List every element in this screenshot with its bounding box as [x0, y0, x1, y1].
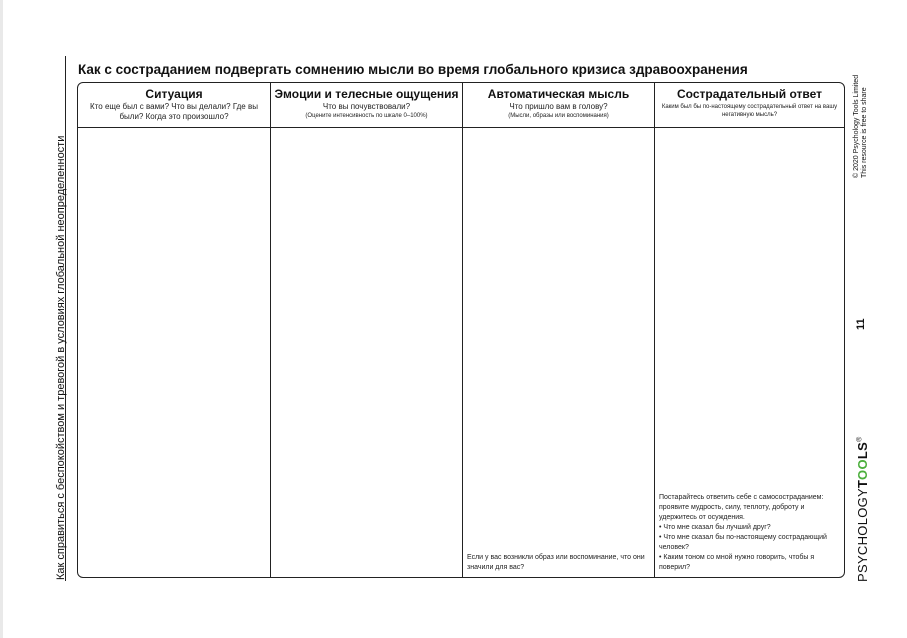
column-emotions: [270, 83, 462, 577]
copyright: [853, 75, 869, 178]
column-note: Каким был бы по-настоящему сострадательный ответ на вашу негативную мысль?: [661, 104, 838, 118]
column-title: Сострадательный ответ: [677, 87, 822, 101]
column-note: (Мысли, образы или воспоминания): [508, 113, 609, 119]
column-title: Ситуация: [145, 87, 203, 101]
brand-t: T: [855, 479, 870, 488]
brand-ls: LS: [855, 441, 870, 460]
column-situation: [78, 83, 270, 577]
brand-part1: PSYCHOLOGY: [855, 487, 870, 582]
compassion-hint-intro: Постарайтесь ответить себе с самосостраданием: проявите мудрость, силу, теплоту, доброту и удержитесь от осуждения.: [659, 494, 824, 521]
column-header: [78, 83, 270, 128]
list-item: • Что мне сказал бы лучший друг?: [659, 523, 840, 533]
compassion-hint-list: [659, 523, 840, 573]
column-subtitle: Что вы почувствовали?: [322, 102, 411, 111]
page-number: 11: [855, 318, 867, 330]
thought-hint: Если у вас возникли образ или воспоминание, что они значили для вас?: [467, 554, 645, 571]
side-title: Как справиться с беспокойством и тревогой в условиях глобальной неопределенности: [55, 135, 67, 580]
column-automatic-thought: [462, 83, 654, 577]
copyright-line-1: © 2020 Psychology Tools Limited: [853, 74, 860, 178]
list-item: • Каким тоном со мной нужно говорить, чтобы я поверил?: [659, 553, 840, 573]
column-compassionate-response: [654, 83, 844, 577]
column-subtitle: Кто еще был с вами? Что вы делали? Где вы были? Когда это произошло?: [90, 102, 258, 121]
column-header: [655, 83, 844, 128]
brand-reg: ®: [856, 436, 864, 442]
column-header: [463, 83, 654, 128]
column-subtitle: Что пришло вам в голову?: [509, 102, 608, 111]
page-edge: [0, 0, 3, 638]
column-header: [271, 83, 462, 128]
brand-logo: [855, 436, 870, 582]
copyright-line-2: This resource is free to share: [861, 87, 868, 178]
page-title: Как с состраданием подвергать сомнению мысли во время глобального кризиса здравоохранения: [78, 62, 748, 77]
brand-oo: OO: [855, 459, 870, 480]
list-item: • Что мне сказал бы по-настоящему сострадающий человек?: [659, 533, 840, 553]
compassion-hint: [659, 493, 840, 573]
column-title: Автоматическая мысль: [487, 87, 630, 101]
column-note: (Оцените интенсивность по шкале 0–100%): [305, 113, 428, 119]
column-title: Эмоции и телесные ощущения: [274, 87, 459, 101]
worksheet-table: [77, 82, 845, 578]
